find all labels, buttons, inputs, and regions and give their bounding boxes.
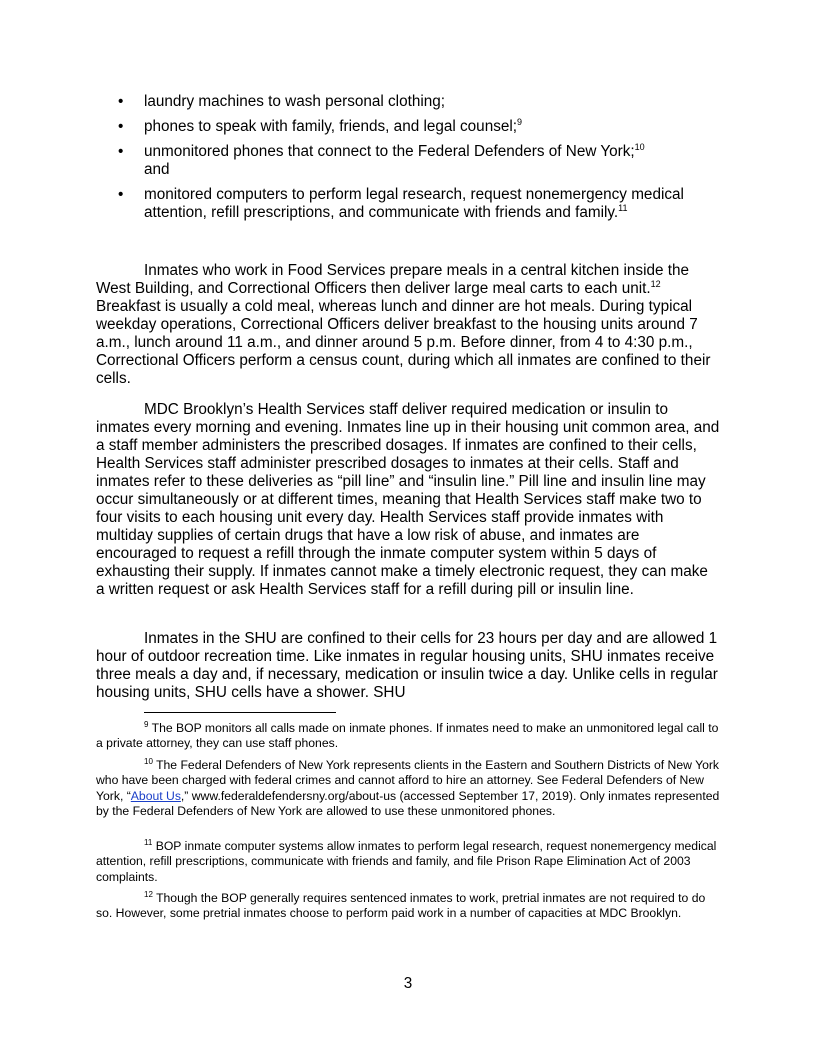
paragraph-health-services bbox=[96, 401, 720, 599]
footnote-ref[interactable]: 12 bbox=[650, 279, 661, 289]
list-item-text: laundry machines to wash personal clothing; bbox=[144, 93, 446, 110]
list-item-text: monitored computers to perform legal research, request nonemergency medical attention, refill prescriptions, and communicate with friends and family. bbox=[144, 186, 684, 221]
footnote-ref[interactable]: 9 bbox=[517, 117, 523, 127]
bullet-list bbox=[96, 93, 720, 229]
list-item bbox=[96, 186, 720, 222]
list-item-text: phones to speak with family, friends, and legal counsel; bbox=[144, 118, 518, 135]
footnote-number: 9 bbox=[144, 720, 149, 729]
paragraph-text: MDC Brooklyn’s Health Services staff deliver required medication or insulin to inmates every morning and evening. Inmates line up in their housing unit common area, and a staff member administers the prescribed dosages. If inmates are confined to their cells, Health Services staff administer prescribed dosages to inmates at their cells. Staff and inmates refer to these deliveries as “pill line” and “insulin line.” Pill line and insulin line may occur simultaneously or at different times, meaning that Health Services staff make two to four visits to each housing unit every day. Health Services staff provide inmates with multiday supplies of certain drugs that have a low risk of abuse, and inmates are encouraged to request a refill through the inmate computer system within 5 days of exhausting their supply. If inmates cannot make a timely electronic request, they can make a written request or ask Health Services staff for a refill during pill or insulin line. bbox=[96, 401, 720, 598]
footnote-separator bbox=[144, 712, 336, 713]
footnote-11 bbox=[96, 839, 720, 885]
bullet-icon: • bbox=[118, 143, 124, 160]
list-item bbox=[96, 118, 720, 136]
paragraph-food-services bbox=[96, 262, 720, 388]
paragraph-shu bbox=[96, 630, 720, 702]
footnote-text: BOP inmate computer systems allow inmates to perform legal research, request nonemergency medical attention, refill prescriptions, communicate with friends and family, and file Prison Rape Elimination Act of 2003 complaints. bbox=[96, 839, 717, 884]
paragraph-text: Breakfast is usually a cold meal, whereas lunch and dinner are hot meals. During typical weekday operations, Correctional Officers deliver breakfast to the housing units around 7 a.m., lunch around 11 a.m., and dinner around 5 p.m. Before dinner, from 4 to 4:30 p.m., Correctional Officers perform a census count, during which all inmates are confined to their cells. bbox=[96, 280, 715, 387]
footnote-text: The Federal Defenders of New York represents clients in the Eastern and Southern Districts of New York who have been charged with federal crimes and cannot afford to hire an attorney. See Federal Defenders of New York, “ bbox=[96, 758, 720, 803]
list-item-text: unmonitored phones that connect to the Federal Defenders of New York; bbox=[144, 143, 635, 160]
bullet-icon: • bbox=[118, 93, 124, 110]
footnote-number: 11 bbox=[144, 838, 153, 847]
bullet-icon: • bbox=[118, 118, 124, 135]
footnote-text: Though the BOP generally requires sentenced inmates to work, pretrial inmates are not required to do so. However, some pretrial inmates choose to perform paid work in a number of capacities at MDC Brooklyn. bbox=[96, 891, 706, 921]
footnote-number: 10 bbox=[144, 757, 153, 766]
paragraph-text: Inmates who work in Food Services prepare meals in a central kitchen inside the West Building, and Correctional Officers then deliver large meal carts to each unit. bbox=[96, 262, 690, 297]
list-item-text-tail: and bbox=[144, 161, 170, 178]
about-us-link[interactable]: About Us bbox=[130, 788, 181, 803]
footnote-text: The BOP monitors all calls made on inmate phones. If inmates need to make an unmonitored legal call to a private attorney, they can use staff phones. bbox=[96, 721, 719, 751]
list-item bbox=[96, 143, 720, 179]
list-item bbox=[96, 93, 720, 111]
paragraph-text: Inmates in the SHU are confined to their cells for 23 hours per day and are allowed 1 hour of outdoor recreation time. Like inmates in regular housing units, SHU inmates receive three meals a day and, if necessary, medication or insulin twice a day. Unlike cells in regular housing units, SHU cells have a shower. SHU bbox=[96, 630, 718, 701]
footnote-ref[interactable]: 10 bbox=[634, 142, 645, 152]
page-number: 3 bbox=[403, 975, 413, 992]
bullet-icon: • bbox=[118, 186, 124, 203]
footnote-12 bbox=[96, 891, 720, 922]
footnote-10 bbox=[96, 758, 720, 820]
footnote-text: ,” www.federaldefendersny.org/about-us (accessed September 17, 2019). Only inmates represented by the Federal Defenders of New York are allowed to use these unmonitored phones. bbox=[96, 788, 720, 819]
footnote-ref[interactable]: 11 bbox=[618, 203, 628, 213]
footnote-number: 12 bbox=[144, 890, 153, 899]
footnote-9 bbox=[96, 721, 720, 752]
